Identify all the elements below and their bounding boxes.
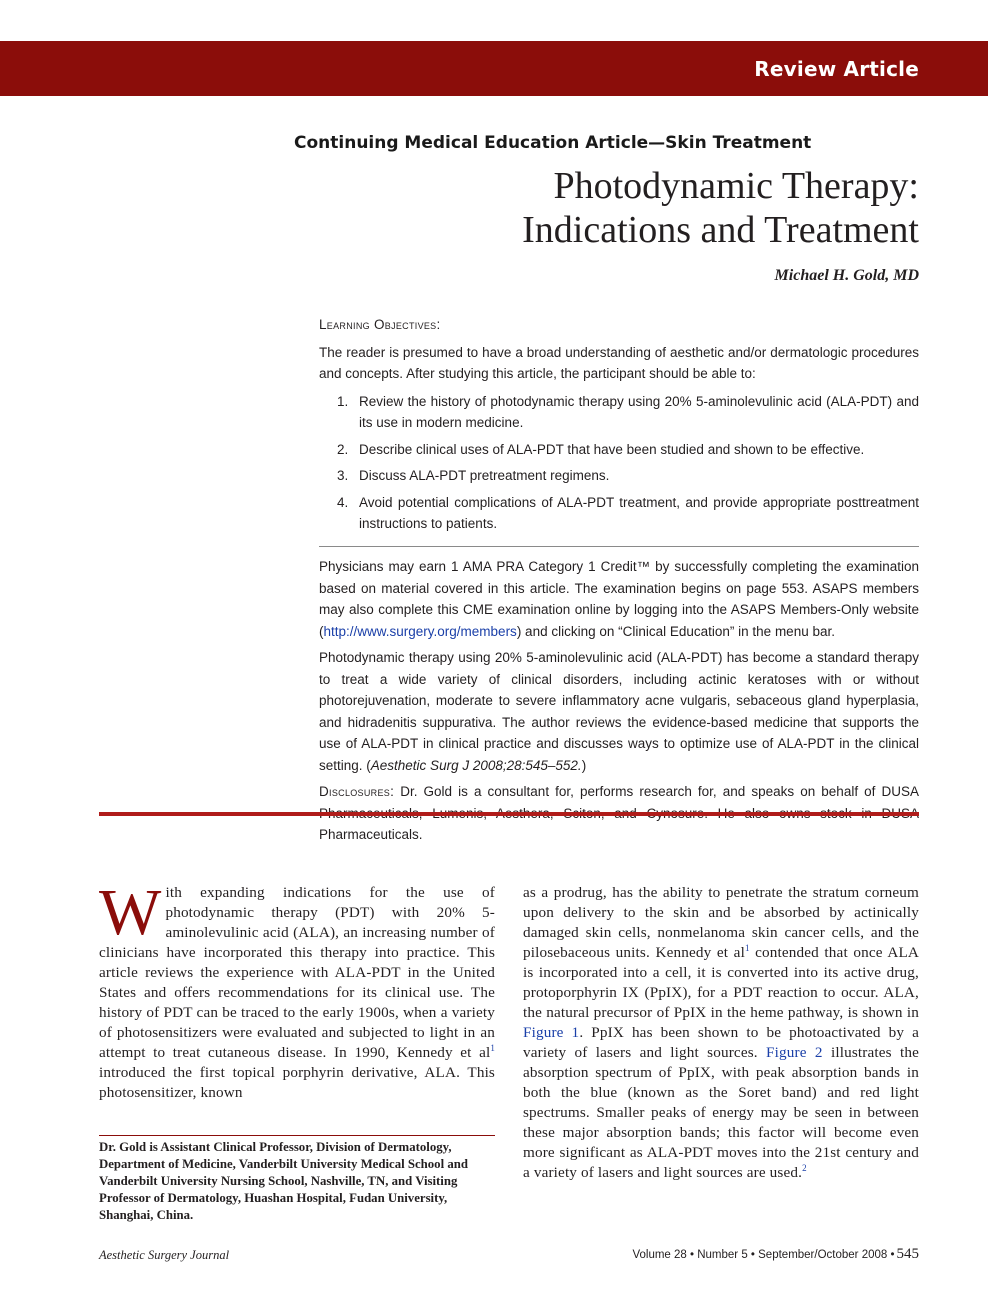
objectives-list <box>319 391 919 535</box>
members-website-link[interactable]: http://www.surgery.org/members <box>323 623 517 639</box>
abstract <box>319 647 919 776</box>
reference-2[interactable]: 2 <box>802 1163 807 1173</box>
cme-credit-text: Physicians may earn 1 AMA PRA Category 1 Credit™ by successfully completing the examination based on material covered in this article. The examination begins on page 553. ASAPS members may also complete this CME examination online by logging into the ASAPS Members-Only website ( <box>319 559 919 639</box>
body-column-left <box>99 876 495 1103</box>
section-divider <box>99 812 919 816</box>
objective-text: Avoid potential complications of ALA-PDT treatment, and provide appropriate posttreatment instructions to patients. <box>359 494 919 531</box>
objective-item <box>319 465 919 487</box>
objective-text: Discuss ALA-PDT pretreatment regimens. <box>359 468 610 483</box>
divider <box>319 546 919 547</box>
figure-2-link[interactable]: Figure 2 <box>766 1044 823 1061</box>
journal-name: Aesthetic Surgery Journal <box>99 1248 230 1262</box>
body-paragraph <box>99 876 495 1103</box>
section-label: Review Article <box>754 57 919 81</box>
objective-number: 2. <box>337 441 349 457</box>
issue-info <box>632 1246 919 1263</box>
figure-1-link[interactable]: Figure 1 <box>523 1024 580 1041</box>
objective-item <box>319 391 919 434</box>
title-line-1: Photodynamic Therapy: <box>553 165 919 207</box>
cme-block <box>319 556 919 851</box>
objectives-heading: Learning Objectives: <box>319 317 441 332</box>
drop-cap: W <box>99 876 162 949</box>
issue-details: Volume 28 • Number 5 • September/October 2008 • <box>632 1249 895 1261</box>
disclosures-label: Disclosures: <box>319 784 395 799</box>
article-title <box>299 164 919 252</box>
citation: Aesthetic Surg J 2008;28:545–552. <box>370 757 582 773</box>
objective-number: 3. <box>337 468 349 483</box>
body-text: ith expanding indications for the use of photodynamic therapy (PDT) with 20% 5-aminolevulinic acid (ALA), an increasing number of clinicians have incorporated this therapy into practice. This article reviews the experience with ALA-PDT in the United States and offers recommendations for its clinical use. The history of PDT can be traced to the early 1900s, when a variety of photosensitizers were evaluated and subjected to light in an attempt to treat cutaneous disease. In 1990, Kennedy et al <box>99 884 495 1061</box>
body-text: illustrates the absorption spectrum of PpIX, with peak absorption bands in both the blue (known as the Soret band) and red light spectrums. Smaller peaks of energy may be seen in between these major absorption bands; this factor will become even more significant as ALA-PDT moves into the 21st century and a variety of lasers and light sources are used. <box>523 1044 919 1181</box>
objective-text: Review the history of photodynamic therapy using 20% 5-aminolevulinic acid (ALA-PDT) and its use in modern medicine. <box>359 393 919 430</box>
cme-credit <box>319 556 919 642</box>
objective-text: Describe clinical uses of ALA-PDT that have been studied and shown to be effective. <box>359 441 865 457</box>
disclosures-text: Dr. Gold is a consultant for, performs research for, and speaks on behalf of DUSA Pharmaceuticals. <box>319 784 919 842</box>
abstract-text: Photodynamic therapy using 20% 5-aminolevulinic acid (ALA-PDT) has become a standard therapy to treat a wide variety of clinical disorders, including actinic keratoses with or without photorejuvenation, moderate to severe inflammatory acne vulgaris, sebaceous gland hyperplasia, and hidradenitis suppurativa. The author reviews the evidence-based medicine that supports the use of ALA-PDT in clinical practice and discusses ways to optimize use of ALA-PDT in the clinical setting. ( <box>319 650 919 773</box>
body-column-right <box>523 883 919 1183</box>
title-line-2: Indications and Treatment <box>522 209 919 251</box>
body-text: . PpIX has been shown to be photoactivated by a variety of lasers and light sources. <box>523 1024 920 1061</box>
abstract-close: ) <box>581 757 587 773</box>
reference-1[interactable]: 1 <box>744 943 750 953</box>
objectives-intro: The reader is presumed to have a broad understanding of aesthetic and/or dermatologic procedures and concepts. After studying this article, the participant should be able to: <box>319 344 919 381</box>
page-number: 545 <box>896 1246 919 1262</box>
author-affiliation: Dr. Gold is Assistant Clinical Professor, Division of Dermatology, Department of Medicine, Vanderbilt University Medical School and Vanderbilt University Nursing School, Nashville, TN, and Visiting Professor of Dermatology, Huashan Hospital, Fudan University, Shanghai, China. <box>99 1140 468 1222</box>
objective-number: 4. <box>337 494 349 510</box>
body-text: as a prodrug, has the ability to penetrate the stratum corneum upon delivery to the skin and be absorbed by actinically damaged skin cells, nonmelanoma skin cancer cells, and the pilosebaceous units. Kennedy et al <box>523 884 919 961</box>
affiliation-divider <box>99 1135 495 1136</box>
body-paragraph <box>523 883 919 1183</box>
objective-number: 1. <box>337 393 349 409</box>
author-byline: Michael H. Gold, MD <box>774 267 919 284</box>
objective-item <box>319 492 919 535</box>
objective-item <box>319 439 919 461</box>
article-kicker: Continuing Medical Education Article—Skin Treatment <box>294 133 812 153</box>
body-text: introduced the first topical porphyrin derivative, ALA. This photosensitizer, known <box>99 1064 495 1101</box>
section-banner <box>0 41 988 96</box>
cme-credit-text-end: ) and clicking on “Clinical Education” in the menu bar. <box>516 623 835 639</box>
body-text: contended that once ALA is incorporated into a cell, it is converted into its active drug, protoporphyrin IX (PpIX), for a PDT reaction to occur. ALA, the natural precursor of PpIX in the heme pathway, is shown in <box>523 944 919 1021</box>
reference-1[interactable]: 1 <box>490 1043 495 1053</box>
learning-objectives <box>319 314 919 540</box>
